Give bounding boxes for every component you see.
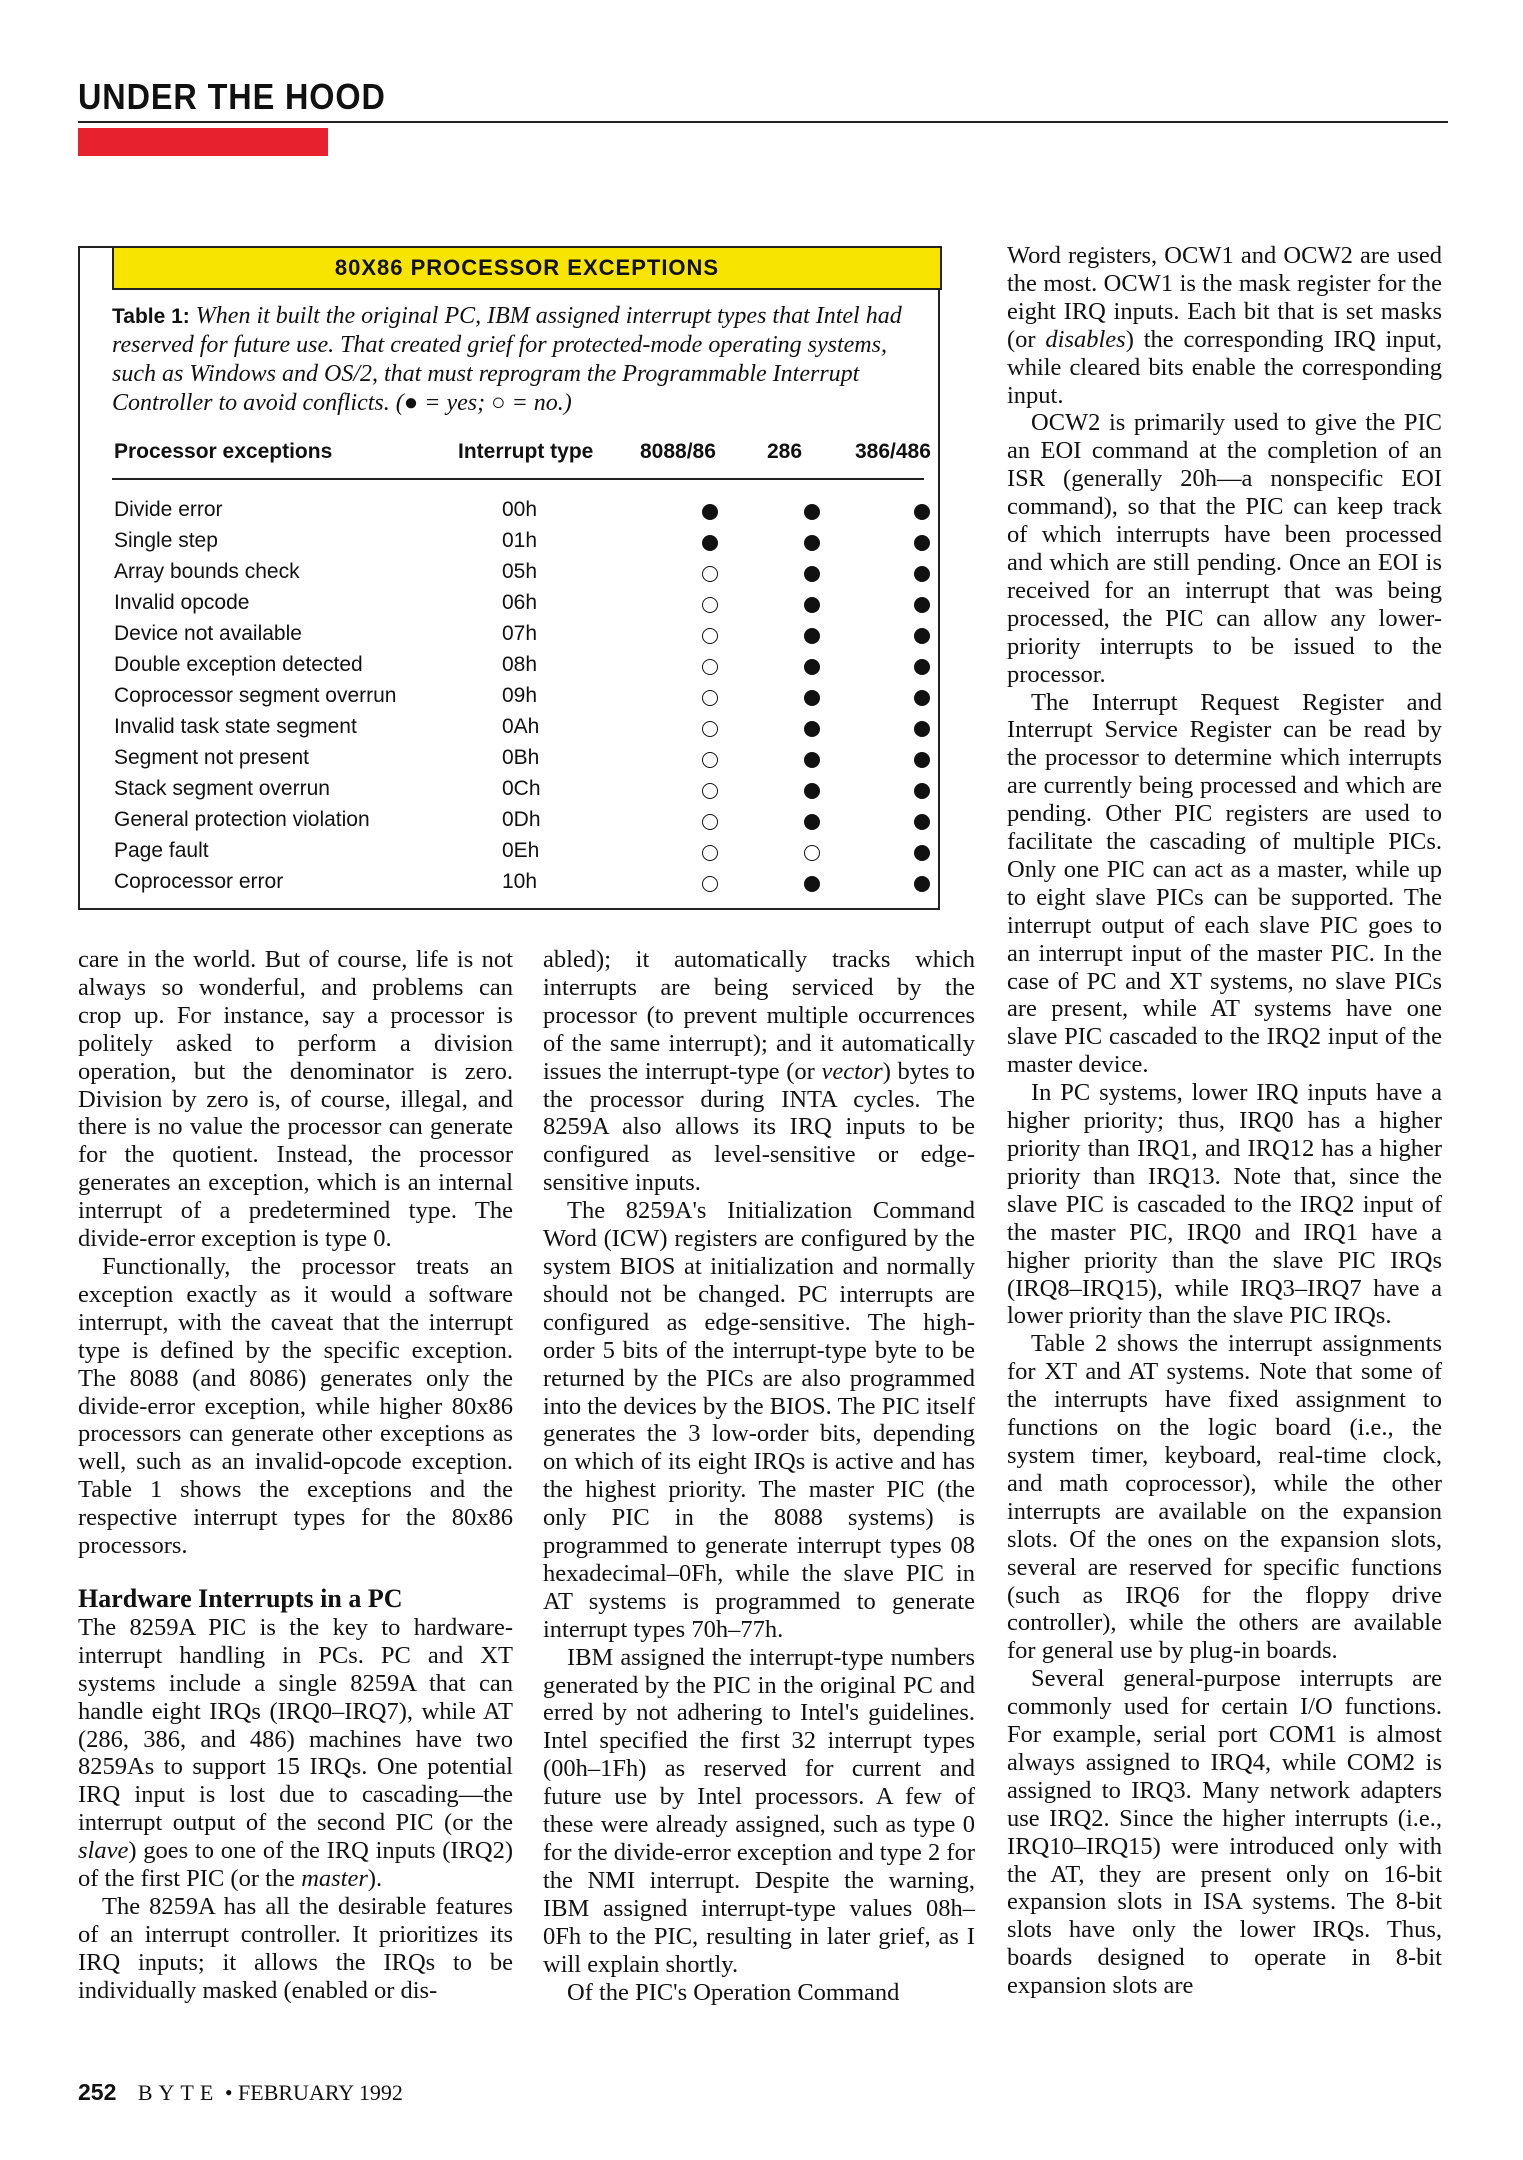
table-row (112, 684, 924, 714)
no-marker-icon (702, 814, 718, 830)
exception-name: Coprocessor segment overrun (114, 684, 397, 707)
yes-marker-icon (804, 783, 820, 799)
yes-marker-icon (914, 659, 930, 675)
no-marker-icon (702, 566, 718, 582)
paragraph: The 8259A's Initialization Command Word (ICW) registers are configured by the system BIOS at initialization and normally should not be changed. PC interrupts are configured as edge-sensitive. The high-order 5 bits of the interrupt-type byte to be returned by the PICs are also programmed into the devices by the BIOS. The PIC itself generates the 3 low-order bits, depending on which of its eight IRQs is active and has the highest priority. The master PIC (the only PIC in the 8088 systems) is programmed to generate interrupt types 08 hexadecimal–0Fh, while the slave PIC in AT systems is programmed to generate interrupt types 70h–77h. (543, 1197, 975, 1643)
exception-name: Device not available (114, 622, 302, 645)
col-header-386: 386/486 (855, 440, 931, 463)
paragraph: In PC systems, lower IRQ inputs have a higher priority; thus, IRQ0 has a higher priority than IRQ1, and IRQ12 has a higher priority than IRQ13. Note that, since the slave PIC is cascaded to the IRQ2 input of the master PIC, IRQ0 and IRQ1 have a higher priority than the slave PIC IRQs (IRQ8–IRQ15), while IRQ3–IRQ7 have a lower priority than the slave PIC IRQs. (1007, 1079, 1442, 1330)
text-column-2 (543, 946, 975, 2006)
col-header-8088: 8088/86 (640, 440, 716, 463)
footer-separator: • (224, 2080, 233, 2105)
yes-marker-icon (914, 690, 930, 706)
paragraph: The Interrupt Request Register and Interrupt Service Register can be read by the processor to determine which interrupts are currently being processed and which are pending. Other PIC registers are used to facilitate the cascading of multiple PICs. Only one PIC can act as a master, while up to eight slave PICs can be supported. The interrupt output of each slave PIC goes to an interrupt input of the master PIC. In the case of PC and XT systems, no slave PICs are present, while AT systems have one slave PIC cascaded to the IRQ2 input of the master device. (1007, 688, 1442, 1079)
exception-name: Page fault (114, 839, 209, 862)
exception-name: Single step (114, 529, 218, 552)
yes-marker-icon (914, 566, 930, 582)
no-marker-icon (702, 783, 718, 799)
yes-marker-icon (804, 597, 820, 613)
exception-name: Array bounds check (114, 560, 300, 583)
yes-marker-icon (914, 535, 930, 551)
table-row (112, 591, 924, 621)
interrupt-type: 0Dh (502, 808, 541, 831)
yes-marker-icon (914, 628, 930, 644)
yes-marker-icon (914, 721, 930, 737)
section-heading: Hardware Interrupts in a PC (78, 1583, 403, 1613)
col-header-interrupt-type: Interrupt type (458, 440, 594, 463)
interrupt-type: 0Bh (502, 746, 540, 769)
paragraph: Functionally, the processor treats an exception exactly as it would a software interrupt, with the caveat that the interrupt type is defined by the specific exception. The 8088 (and 8086) generates only the divide-error exception, while higher 80x86 processors can generate other exceptions as well, such as an invalid-opcode exception. Table 1 shows the exceptions and the respective interrupt types for the 80x86 processors. (78, 1252, 513, 1560)
col-header-286: 286 (767, 440, 803, 463)
yes-marker-icon (804, 535, 820, 551)
exception-name: Divide error (114, 498, 223, 521)
table-row (112, 653, 924, 683)
no-marker-icon (702, 659, 718, 675)
yes-marker-icon (804, 504, 820, 520)
page-footer (78, 2079, 403, 2106)
section-title: UNDER THE HOOD (78, 76, 386, 117)
table-row (112, 839, 924, 869)
yes-marker-icon (804, 566, 820, 582)
header-accent-bar (78, 128, 328, 156)
header-rule (78, 121, 1448, 123)
table-row (112, 560, 924, 590)
paragraph: Word registers, OCW1 and OCW2 are used the most. OCW1 is the mask register for the eight IRQ inputs. Each bit that is set masks (or disables) the corresponding IRQ input, while cleared bits enable the corresponding input. (1007, 242, 1442, 409)
interrupt-type: 01h (502, 529, 538, 552)
no-marker-icon (702, 845, 718, 861)
no-marker-icon (702, 597, 718, 613)
interrupt-type: 07h (502, 622, 538, 645)
table-caption-label: Table 1: (112, 305, 190, 328)
yes-marker-icon (804, 659, 820, 675)
page-number: 252 (78, 2079, 117, 2105)
table-header-rule (112, 478, 924, 480)
table-caption-text: When it built the original PC, IBM assigned interrupt types that Intel had reserved for future use. That created grief for protected-mode operating systems, such as Windows and OS/2, that must reprogram the Programmable Interrupt Controller to avoid conflicts. (● = yes; ○ = no.) (112, 303, 902, 416)
yes-marker-icon (804, 721, 820, 737)
yes-marker-icon (804, 752, 820, 768)
exception-name: Stack segment overrun (114, 777, 330, 800)
table-row (112, 777, 924, 807)
interrupt-type: 08h (502, 653, 538, 676)
paragraph: The 8259A PIC is the key to hardware-interrupt handling in PCs. PC and XT systems include a single 8259A that can handle eight IRQs (IRQ0–IRQ7), while AT (286, 386, and 486) machines have two 8259As to support 15 IRQs. One potential IRQ input is lost due to cascading—the interrupt output of the second PIC (or the slave) goes to one of the IRQ inputs (IRQ2) of the first PIC (or the master). (78, 1613, 513, 1893)
paragraph: Table 2 shows the interrupt assignments for XT and AT systems. Note that some of the interrupts have fixed assignment to functions on the logic board (i.e., the system timer, keyboard, real-time clock, and math coprocessor), while the other interrupts are available on the expansion slots. Of the ones on the expansion slots, several are reserved for specific functions (such as IRQ6 for the floppy drive controller), while the others are available for general use by plug-in boards. (1007, 1330, 1442, 1665)
issue-date: FEBRUARY 1992 (238, 2080, 403, 2105)
table-row (112, 715, 924, 745)
interrupt-type: 0Eh (502, 839, 540, 862)
table-row (112, 498, 924, 528)
yes-marker-icon (914, 876, 930, 892)
paragraph: IBM assigned the interrupt-type numbers generated by the PIC in the original PC and erred by not adhering to Intel's guidelines. Intel specified the first 32 interrupt types (00h–1Fh) as reserved for current and future use by Intel processors. A few of these were already assigned, such as type 0 for the divide-error exception and type 2 for the NMI interrupt. Despite the warning, IBM assigned interrupt-type values 08h–0Fh to the PIC, resulting in later grief, as I will explain shortly. (543, 1643, 975, 1978)
yes-marker-icon (804, 876, 820, 892)
paragraph: Of the PIC's Operation Command (567, 1978, 900, 2006)
text-column-1 (78, 946, 513, 2005)
yes-marker-icon (914, 597, 930, 613)
interrupt-type: 0Ch (502, 777, 541, 800)
yes-marker-icon (804, 690, 820, 706)
exception-name: Invalid task state segment (114, 715, 357, 738)
magazine-name: BYTE (137, 2080, 220, 2105)
paragraph: OCW2 is primarily used to give the PIC an EOI command at the completion of an ISR (generally 20h—a nonspecific EOI command), so that the PIC can keep track of which interrupts have been processed and which are still pending. Once an EOI is received for an interrupt that was being processed, the PIC can allow any lower-priority interrupts to be issued to the processor. (1007, 409, 1442, 688)
exception-name: General protection violation (114, 808, 370, 831)
table-row (112, 808, 924, 838)
yes-marker-icon (702, 504, 718, 520)
yes-marker-icon (702, 535, 718, 551)
paragraph: Several general-purpose interrupts are commonly used for certain I/O functions. For example, serial port COM1 is almost always assigned to IRQ4, while COM2 is assigned to IRQ3. Many network adapters use IRQ2. Since the higher interrupts (i.e., IRQ10–IRQ15) were introduced only with the AT, they are present only on 16-bit expansion slots in ISA systems. The 8-bit slots have only the lower IRQs. Thus, boards designed to operate in 8-bit expansion slots are (1007, 1665, 1442, 2000)
text-column-3 (1007, 242, 1442, 2000)
no-marker-icon (804, 845, 820, 861)
exception-name: Double exception detected (114, 653, 363, 676)
table-row (112, 870, 924, 900)
no-marker-icon (702, 876, 718, 892)
interrupt-type: 09h (502, 684, 538, 707)
col-header-exception: Processor exceptions (114, 440, 333, 463)
yes-marker-icon (804, 814, 820, 830)
yes-marker-icon (914, 814, 930, 830)
table-title: 80X86 PROCESSOR EXCEPTIONS (112, 246, 942, 290)
table-row (112, 746, 924, 776)
interrupt-type: 0Ah (502, 715, 540, 738)
no-marker-icon (702, 721, 718, 737)
no-marker-icon (702, 628, 718, 644)
yes-marker-icon (804, 628, 820, 644)
no-marker-icon (702, 690, 718, 706)
yes-marker-icon (914, 504, 930, 520)
yes-marker-icon (914, 783, 930, 799)
interrupt-type: 05h (502, 560, 538, 583)
table-row (112, 529, 924, 559)
interrupt-type: 10h (502, 870, 538, 893)
exceptions-table (78, 246, 940, 910)
interrupt-type: 06h (502, 591, 538, 614)
paragraph: care in the world. But of course, life is not always so wonderful, and problems can crop up. For instance, say a processor is politely asked to perform a division operation, but the denominator is zero. Division by zero is, of course, illegal, and there is no value the processor can generate for the quotient. Instead, the processor generates an exception, which is an internal interrupt of a predetermined type. The divide-error exception is type 0. (78, 946, 513, 1253)
interrupt-type: 00h (502, 498, 538, 521)
table-row (112, 622, 924, 652)
paragraph: The 8259A has all the desirable features of an interrupt controller. It prioritizes its IRQ inputs; it allows the IRQs to be individually masked (enabled or dis- (78, 1893, 513, 2004)
no-marker-icon (702, 752, 718, 768)
exception-name: Invalid opcode (114, 591, 250, 614)
yes-marker-icon (914, 752, 930, 768)
exception-name: Segment not present (114, 746, 309, 769)
paragraph: abled); it automatically tracks which interrupts are being serviced by the processor (to prevent multiple occurrences of the same interrupt); and it automatically issues the interrupt-type (or vector) bytes to the processor during INTA cycles. The 8259A also allows its IRQ inputs to be configured as level-sensitive or edge-sensitive inputs. (543, 946, 975, 1197)
exception-name: Coprocessor error (114, 870, 284, 893)
yes-marker-icon (914, 845, 930, 861)
table-caption (112, 302, 912, 418)
